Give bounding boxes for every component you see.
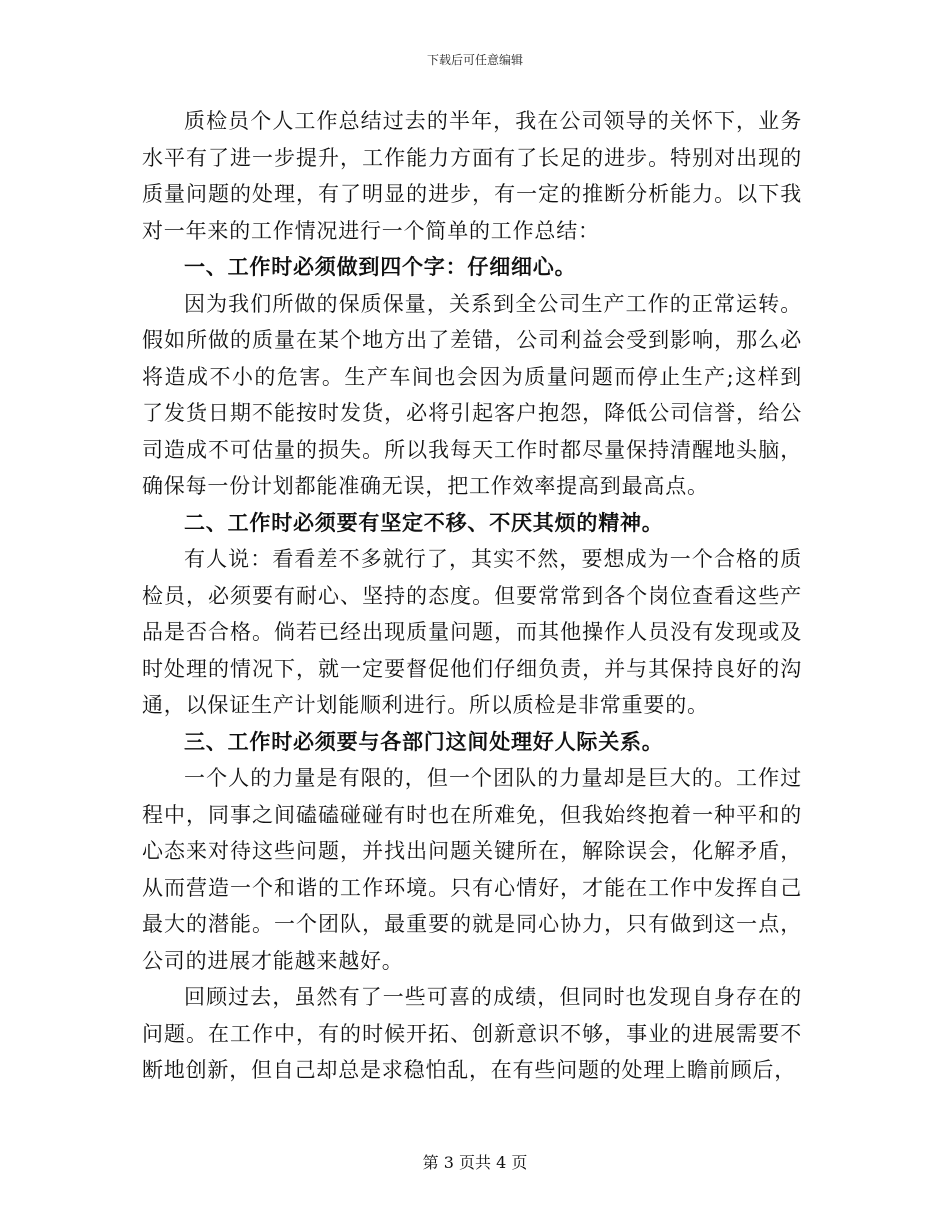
review-paragraph: 回顾过去，虽然有了一些可喜的成绩，但同时也发现自身存在的问题。在工作中，有的时候开拓、创新意识不够，事业的进展需要不断地创新，但自己却总是求稳怕乱，在有些问题的处理上瞻前顾后， bbox=[142, 985, 802, 1082]
section-1-paragraph: 因为我们所做的保质保量，关系到全公司生产工作的正常运转。假如所做的质量在某个地方出了差错，公司利益会受到影响，那么必将造成不小的危害。生产车间也会因为质量问题而停止生产;这样到了发货日期不能按时发货，必将引起客户抱怨，降低公司信誉，给公司造成不可估量的损失。所以我每天工作时都尽量保持清醒地头脑，确保每一份计划都能准确无误，把工作效率提高到最高点。 bbox=[142, 291, 802, 498]
intro-paragraph: 质检员个人工作总结过去的半年，我在公司领导的关怀下，业务水平有了进一步提升，工作能力方面有了长足的进步。特别对出现的质量问题的处理，有了明显的进步，有一定的推断分析能力。以下我对一年来的工作情况进行一个简单的工作总结： bbox=[142, 109, 802, 243]
section-2-paragraph: 有人说：看看差不多就行了，其实不然，要想成为一个合格的质检员，必须要有耐心、坚持的态度。但要常常到各个岗位查看这些产品是否合格。倘若已经出现质量问题，而其他操作人员没有发现或及时处理的情况下，就一定要督促他们仔细负责，并与其保持良好的沟通，以保证生产计划能顺利进行。所以质检是非常重要的。 bbox=[142, 547, 802, 717]
section-heading-2: 二、工作时必须要有坚定不移、不厌其烦的精神。 bbox=[184, 509, 664, 535]
section-heading-1: 一、工作时必须做到四个字：仔细细心。 bbox=[184, 254, 577, 279]
page-number: 第 3 页共 4 页 bbox=[422, 1153, 528, 1172]
document-body bbox=[142, 103, 802, 1089]
section-3-paragraph: 一个人的力量是有限的，但一个团队的力量却是巨大的。工作过程中，同事之间磕磕碰碰有时也在所难免，但我始终抱着一种平和的心态来对待这些问题，并找出问题关键所在，解除误会，化解矛盾，从而营造一个和谐的工作环境。只有心情好，才能在工作中发挥自己最大的潜能。一个团队，最重要的就是同心协力，只有做到这一点，公司的进展才能越来越好。 bbox=[142, 766, 802, 973]
section-heading-3: 三、工作时必须要与各部门这间处理好人际关系。 bbox=[184, 728, 664, 754]
header-note: 下载后可任意编辑 bbox=[426, 53, 523, 67]
